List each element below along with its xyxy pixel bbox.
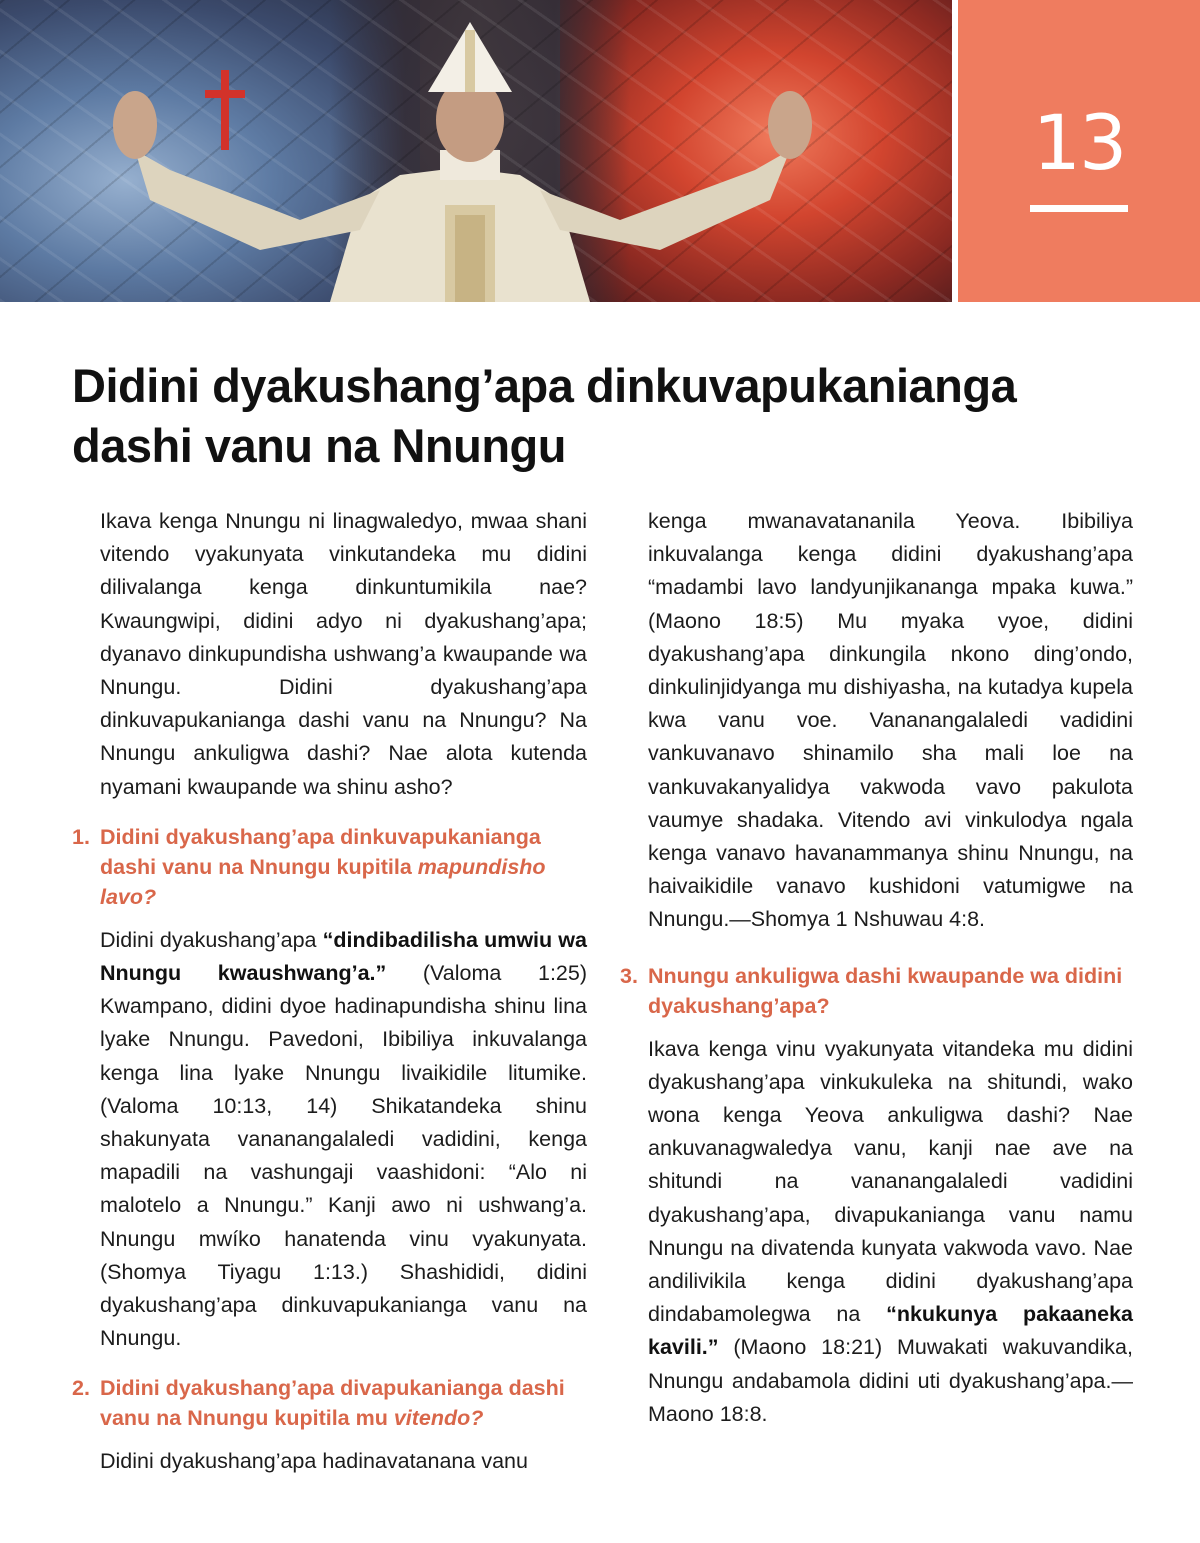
scripture-quote: “nkukunya pakaaneka kavili.” (648, 1302, 1133, 1360)
answer-1-paragraph (72, 924, 587, 1356)
hero-image (0, 0, 952, 302)
scripture-quote: “dindibadilisha umwiu wa Nnungu kwaushwang’a.” (100, 927, 587, 986)
question-number: 1. (72, 824, 90, 849)
answer-text: (Valoma 1:25) Kwampano, didini dyoe hadinapundisha shinu lina lyake Nnungu. Pavedoni, Ibibiliya inkuvalanga kenga lina lyake Nnungu livaikidile litumike. (Valoma 10:13, 14) Shikatandeka shinu shakunyata vananangalaledi vadidini, kenga mapadili na vashungaji vaashidoni: “Alo ni malotelo a Nnungu.” Kanji awo ni ushwang’a. Nnungu mwíko hanatenda vinu vyakunyata. (Shomya Tiyagu 1:13.) Shashididi, didini dyakushang’apa dinkuvapukanianga vanu na Nnungu. (100, 961, 587, 1351)
intro-paragraph: Ikava kenga Nnungu ni linagwaledyo, mwaa shani vitendo vyakunyata vinkutandeka mu didini dilivalanga kenga dinkuntumikila nae? Kwaungwipi, didini adyo ni dyakushang’apa; dyanavo dinkupundisha ushwang’a kwaupande wa Nnungu. Didini dyakushang’apa dinkuvapukanianga dashi vanu na Nnungu? Na Nnungu ankuligwa dashi? Nae alota kutenda nyamani kwaupande wa shinu asho? (100, 509, 587, 799)
lesson-number-underline (1030, 205, 1128, 212)
question-number: 2. (72, 1376, 90, 1401)
question-text: Didini dyakushang’apa divapukanianga dashi vanu na Nnungu kupitila mu (100, 1376, 565, 1431)
lesson-number-badge (958, 0, 1200, 302)
question-3-heading (620, 961, 1133, 1021)
question-emphasis: vitendo? (393, 1406, 484, 1431)
question-1-heading (72, 822, 587, 912)
answer-text: Ikava kenga vinu vyakunyata vitandeka mu didini dyakushang’apa vinkukuleka na shitundi, wako wona kenga Yeova ankuligwa dashi? Nae ankuvanagwaledya vanu, kanji nae ave na shitundi na vananangalaledi vadidini dyakushang’apa, divapukanianga vanu namu Nnungu na divatenda kunyata vakwoda vavo. Nae andilivikila kenga didini dyakushang’apa dindabamolegwa na (648, 1036, 1133, 1327)
answer-text: Didini dyakushang’apa (100, 927, 323, 952)
left-column (72, 505, 587, 1479)
question-number: 3. (620, 963, 638, 988)
question-2-heading (72, 1373, 587, 1433)
lesson-number: 13 (1032, 98, 1126, 187)
cleric-figure-illustration (0, 0, 952, 302)
answer-2-paragraph-continued: kenga mwanavatananila Yeova. Ibibiliya inkuvalanga kenga didini dyakushang’apa “madambi lavo landyunjikananga mpaka kuwa.” (Maono 18:5) Mu myaka vyoe, didini dyakushang’apa dinkungila nkono ding’ondo, dinkulinjidyanga mu dishiyasha, na kutadya kupela kwa vanu voe. Vananangalaledi vadidini vankuvanavo shinamilo sha mali loe na vankuvakanyalidya vakwoda vavo pakulota vaumye shadaka. Vitendo avi vinkulodya ngala kenga vanavo havanammanya shinu Nnungu, na haivaikidile vanavo kushidoni vatumigwe na Nnungu.—Shomya 1 Nshuwau 4:8. (648, 509, 1133, 932)
question-emphasis: mapundisho lavo? (100, 854, 546, 909)
answer-3-paragraph (620, 1033, 1133, 1431)
answer-2-paragraph-start: Didini dyakushang’apa hadinavatanana vanu (100, 1449, 528, 1474)
question-text: Nnungu ankuligwa dashi kwaupande wa didini dyakushang’apa? (648, 963, 1123, 1018)
right-column (620, 505, 1133, 1449)
page-title: Didini dyakushang’apa dinkuvapukanianga dashi vanu na Nnungu (72, 359, 1017, 472)
question-text: Didini dyakushang’apa dinkuvapukanianga dashi vanu na Nnungu kupitila (100, 824, 541, 879)
answer-text: (Maono 18:21) Muwakati wakuvandika, Nnungu andabamola didini uti dyakushang’apa.—Maono 18:8. (648, 1335, 1133, 1426)
